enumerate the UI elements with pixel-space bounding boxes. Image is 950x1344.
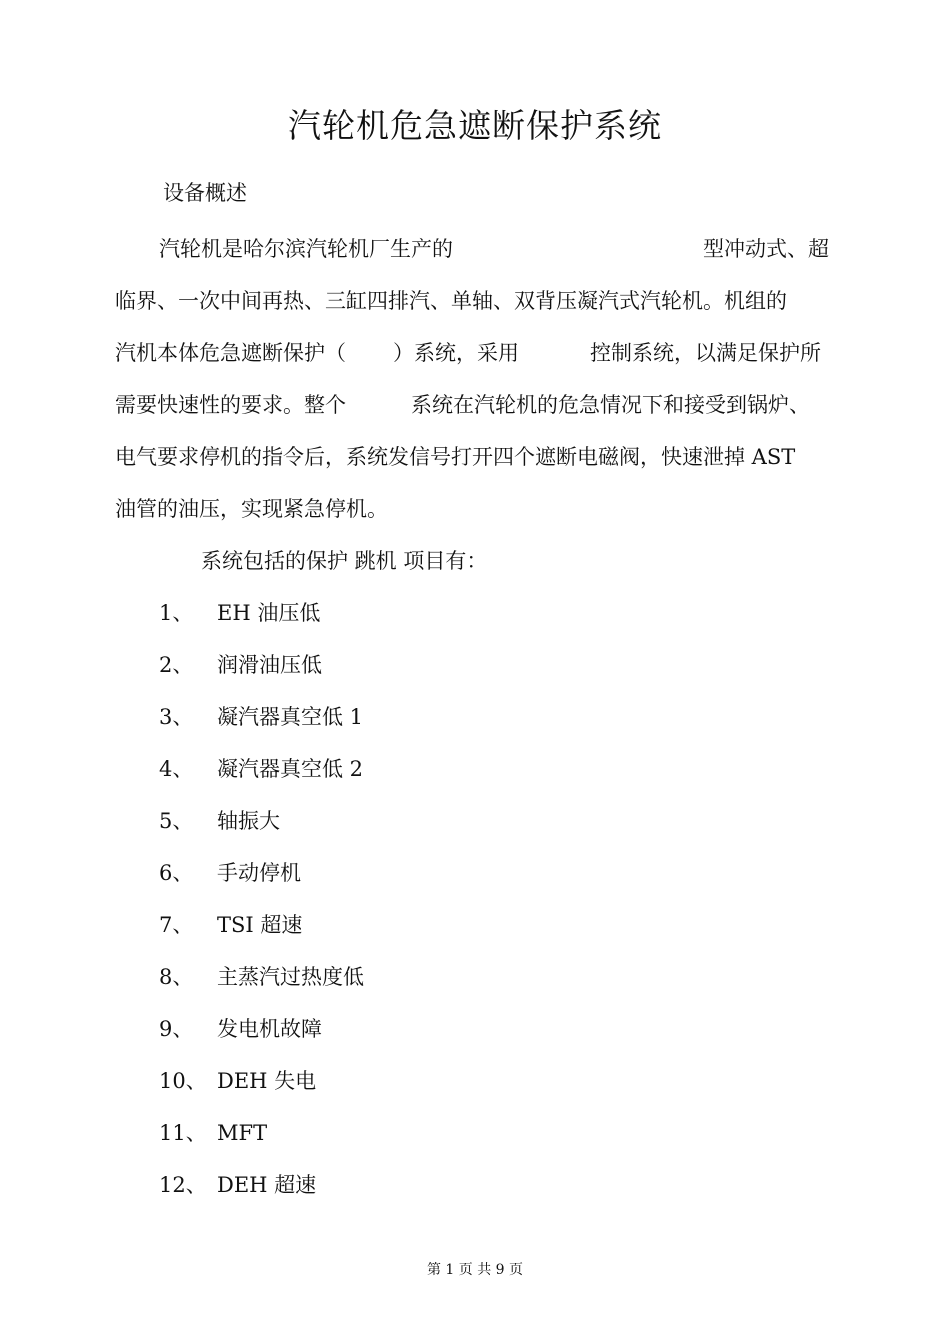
- paragraph-line-3a: 汽机本体危急遮断保护（: [115, 341, 346, 365]
- list-item-number: 10、: [159, 1069, 207, 1093]
- paragraph-line-1-right: 型冲动式、超: [703, 237, 829, 261]
- paragraph-line-4b: 系统在汽轮机的危急情况下和接受到锅炉、: [411, 393, 810, 417]
- paragraph-line-2: 临界、一次中间再热、三缸四排汽、单轴、双背压凝汽式汽轮机。机组的: [115, 289, 787, 313]
- paragraph-line-6: 油管的油压，实现紧急停机。: [115, 497, 388, 521]
- paragraph-line-4a: 需要快速性的要求。整个: [115, 393, 346, 417]
- list-item-number: 7、: [159, 913, 194, 937]
- list-item-text: MFT: [217, 1121, 268, 1145]
- list-item-text: DEH 失电: [217, 1069, 317, 1093]
- list-item-text: DEH 超速: [217, 1173, 317, 1197]
- list-item-number: 12、: [159, 1173, 207, 1197]
- list-item-number: 1、: [159, 601, 194, 625]
- list-item-text: 主蒸汽过热度低: [217, 965, 364, 989]
- document-title: 汽轮机危急遮断保护系统: [288, 106, 662, 145]
- list-item-number: 9、: [159, 1017, 194, 1041]
- list-item-text: EH 油压低: [217, 601, 321, 625]
- list-item-number: 6、: [159, 861, 194, 885]
- list-item-text: 凝汽器真空低 2: [217, 757, 364, 781]
- list-item-text: 发电机故障: [217, 1017, 322, 1041]
- list-item-text: 润滑油压低: [217, 653, 322, 677]
- list-item-number: 8、: [159, 965, 194, 989]
- list-item-text: 手动停机: [217, 861, 301, 885]
- section-heading: 设备概述: [163, 181, 247, 205]
- page-footer: 第 1 页 共 9 页: [426, 1262, 524, 1278]
- list-item-text: 凝汽器真空低 1: [217, 705, 364, 729]
- list-item-number: 4、: [159, 757, 194, 781]
- list-item-number: 2、: [159, 653, 194, 677]
- list-intro: 系统包括的保护 跳机 项目有：: [201, 549, 488, 573]
- list-item-number: 5、: [159, 809, 194, 833]
- paragraph-line-3c: 控制系统，以满足保护所: [590, 341, 821, 365]
- list-item-text: TSI 超速: [217, 913, 303, 937]
- list-item-number: 3、: [159, 705, 194, 729]
- list-item-text: 轴振大: [217, 809, 280, 833]
- paragraph-line-3b: ）系统，采用: [393, 341, 519, 365]
- paragraph-line-1-left: 汽轮机是哈尔滨汽轮机厂生产的: [159, 237, 453, 261]
- list-item-number: 11、: [159, 1121, 207, 1145]
- paragraph-line-5: 电气要求停机的指令后，系统发信号打开四个遮断电磁阀，快速泄掉 AST: [115, 445, 796, 469]
